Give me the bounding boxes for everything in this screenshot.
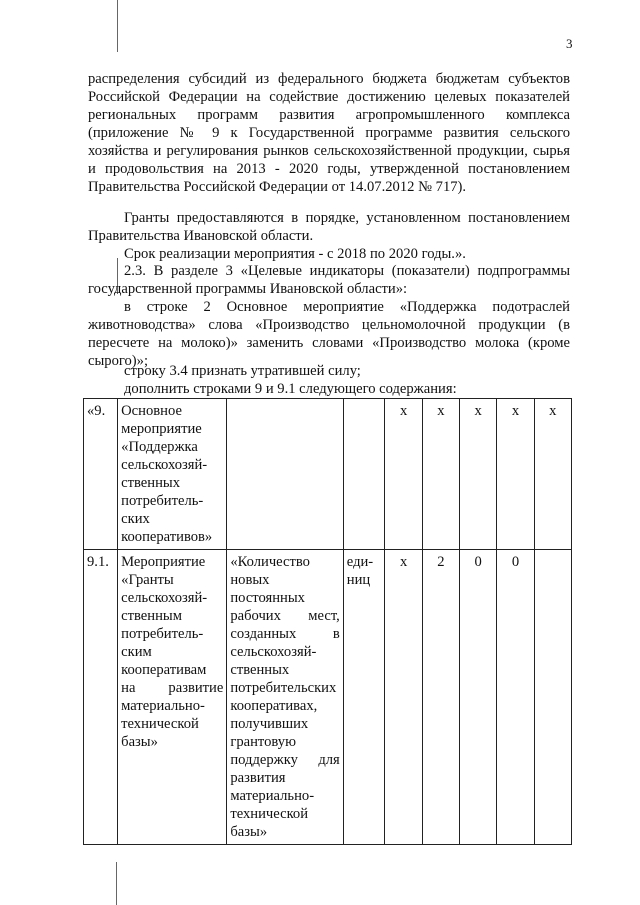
indicator-cell: «Количество новых постоянных рабочих мест, созданных в сельскохозяй-ственных потребительских кооперативах, получивших грантовую поддержку для развития материально-технической базы»: [227, 550, 343, 845]
value-cell: х: [422, 399, 459, 550]
value-cell: [534, 550, 571, 845]
row-number-cell: 9.1.: [84, 550, 118, 845]
section-paragraph: [88, 262, 570, 298]
grants-paragraph: [88, 209, 570, 245]
table-row: [84, 550, 572, 845]
event-name-cell: Мероприятие «Гранты сельскохозяй-ственным потребитель-ским кооперативам на развитие материально-технической базы»: [118, 550, 227, 845]
grants-text: Гранты предоставляются в порядке, установленном постановлением Правительства Ивановской области.: [88, 210, 570, 244]
value-cell: х: [385, 550, 422, 845]
scan-mark-top: [117, 0, 118, 52]
value-cell: х: [534, 399, 571, 550]
add-rows-text: дополнить строками 9 и 9.1 следующего содержания:: [124, 381, 457, 397]
unit-cell: [343, 399, 385, 550]
event-name-cell: Основное мероприятие «Поддержка сельскохозяй-ственных потребитель-ских кооперативов»: [118, 399, 227, 550]
page-number: 3: [566, 36, 573, 51]
value-cell: х: [385, 399, 422, 550]
section-text: 2.3. В разделе 3 «Целевые индикаторы (показатели) подпрограммы государственной программы Ивановской области»:: [88, 263, 570, 297]
add-rows-paragraph: [88, 380, 570, 398]
intro-text: распределения субсидий из федерального бюджета бюджетам субъектов Российской Федерации на содействие достижению целевых показателей региональных программ развития агропромышленного комплекса (приложение № 9 к Государственной программе развития сельского хозяйства и регулирования рынков сельскохозяйственной продукции, сырья и продовольствия на 2013 - 2020 годы, утвержденной постановлением Правительства Российской Федерации от 14.07.2012 № 717).: [88, 71, 570, 195]
scan-mark-bottom: [116, 862, 117, 905]
unit-cell: еди-ниц: [343, 550, 385, 845]
value-cell: 0: [460, 550, 497, 845]
value-cell: 0: [497, 550, 534, 845]
row34-paragraph: [88, 362, 570, 380]
term-text: Срок реализации мероприятия - с 2018 по 2020 годы.».: [124, 246, 466, 262]
term-paragraph: [88, 245, 570, 263]
table-row: [84, 399, 572, 550]
indicators-table: [83, 398, 572, 845]
row34-text: строку 3.4 признать утратившей силу;: [124, 363, 361, 379]
intro-paragraph: [88, 70, 570, 196]
row-number-cell: «9.: [84, 399, 118, 550]
indicator-cell: [227, 399, 343, 550]
value-cell: 2: [422, 550, 459, 845]
value-cell: х: [460, 399, 497, 550]
row2-text: в строке 2 Основное мероприятие «Поддержка подотраслей животноводства» слова «Производство цельномолочной продукции (в пересчете на молоко)» заменить словами «Производство молока (кроме сырого)»;: [88, 299, 570, 369]
row2-paragraph: [88, 298, 570, 370]
value-cell: х: [497, 399, 534, 550]
